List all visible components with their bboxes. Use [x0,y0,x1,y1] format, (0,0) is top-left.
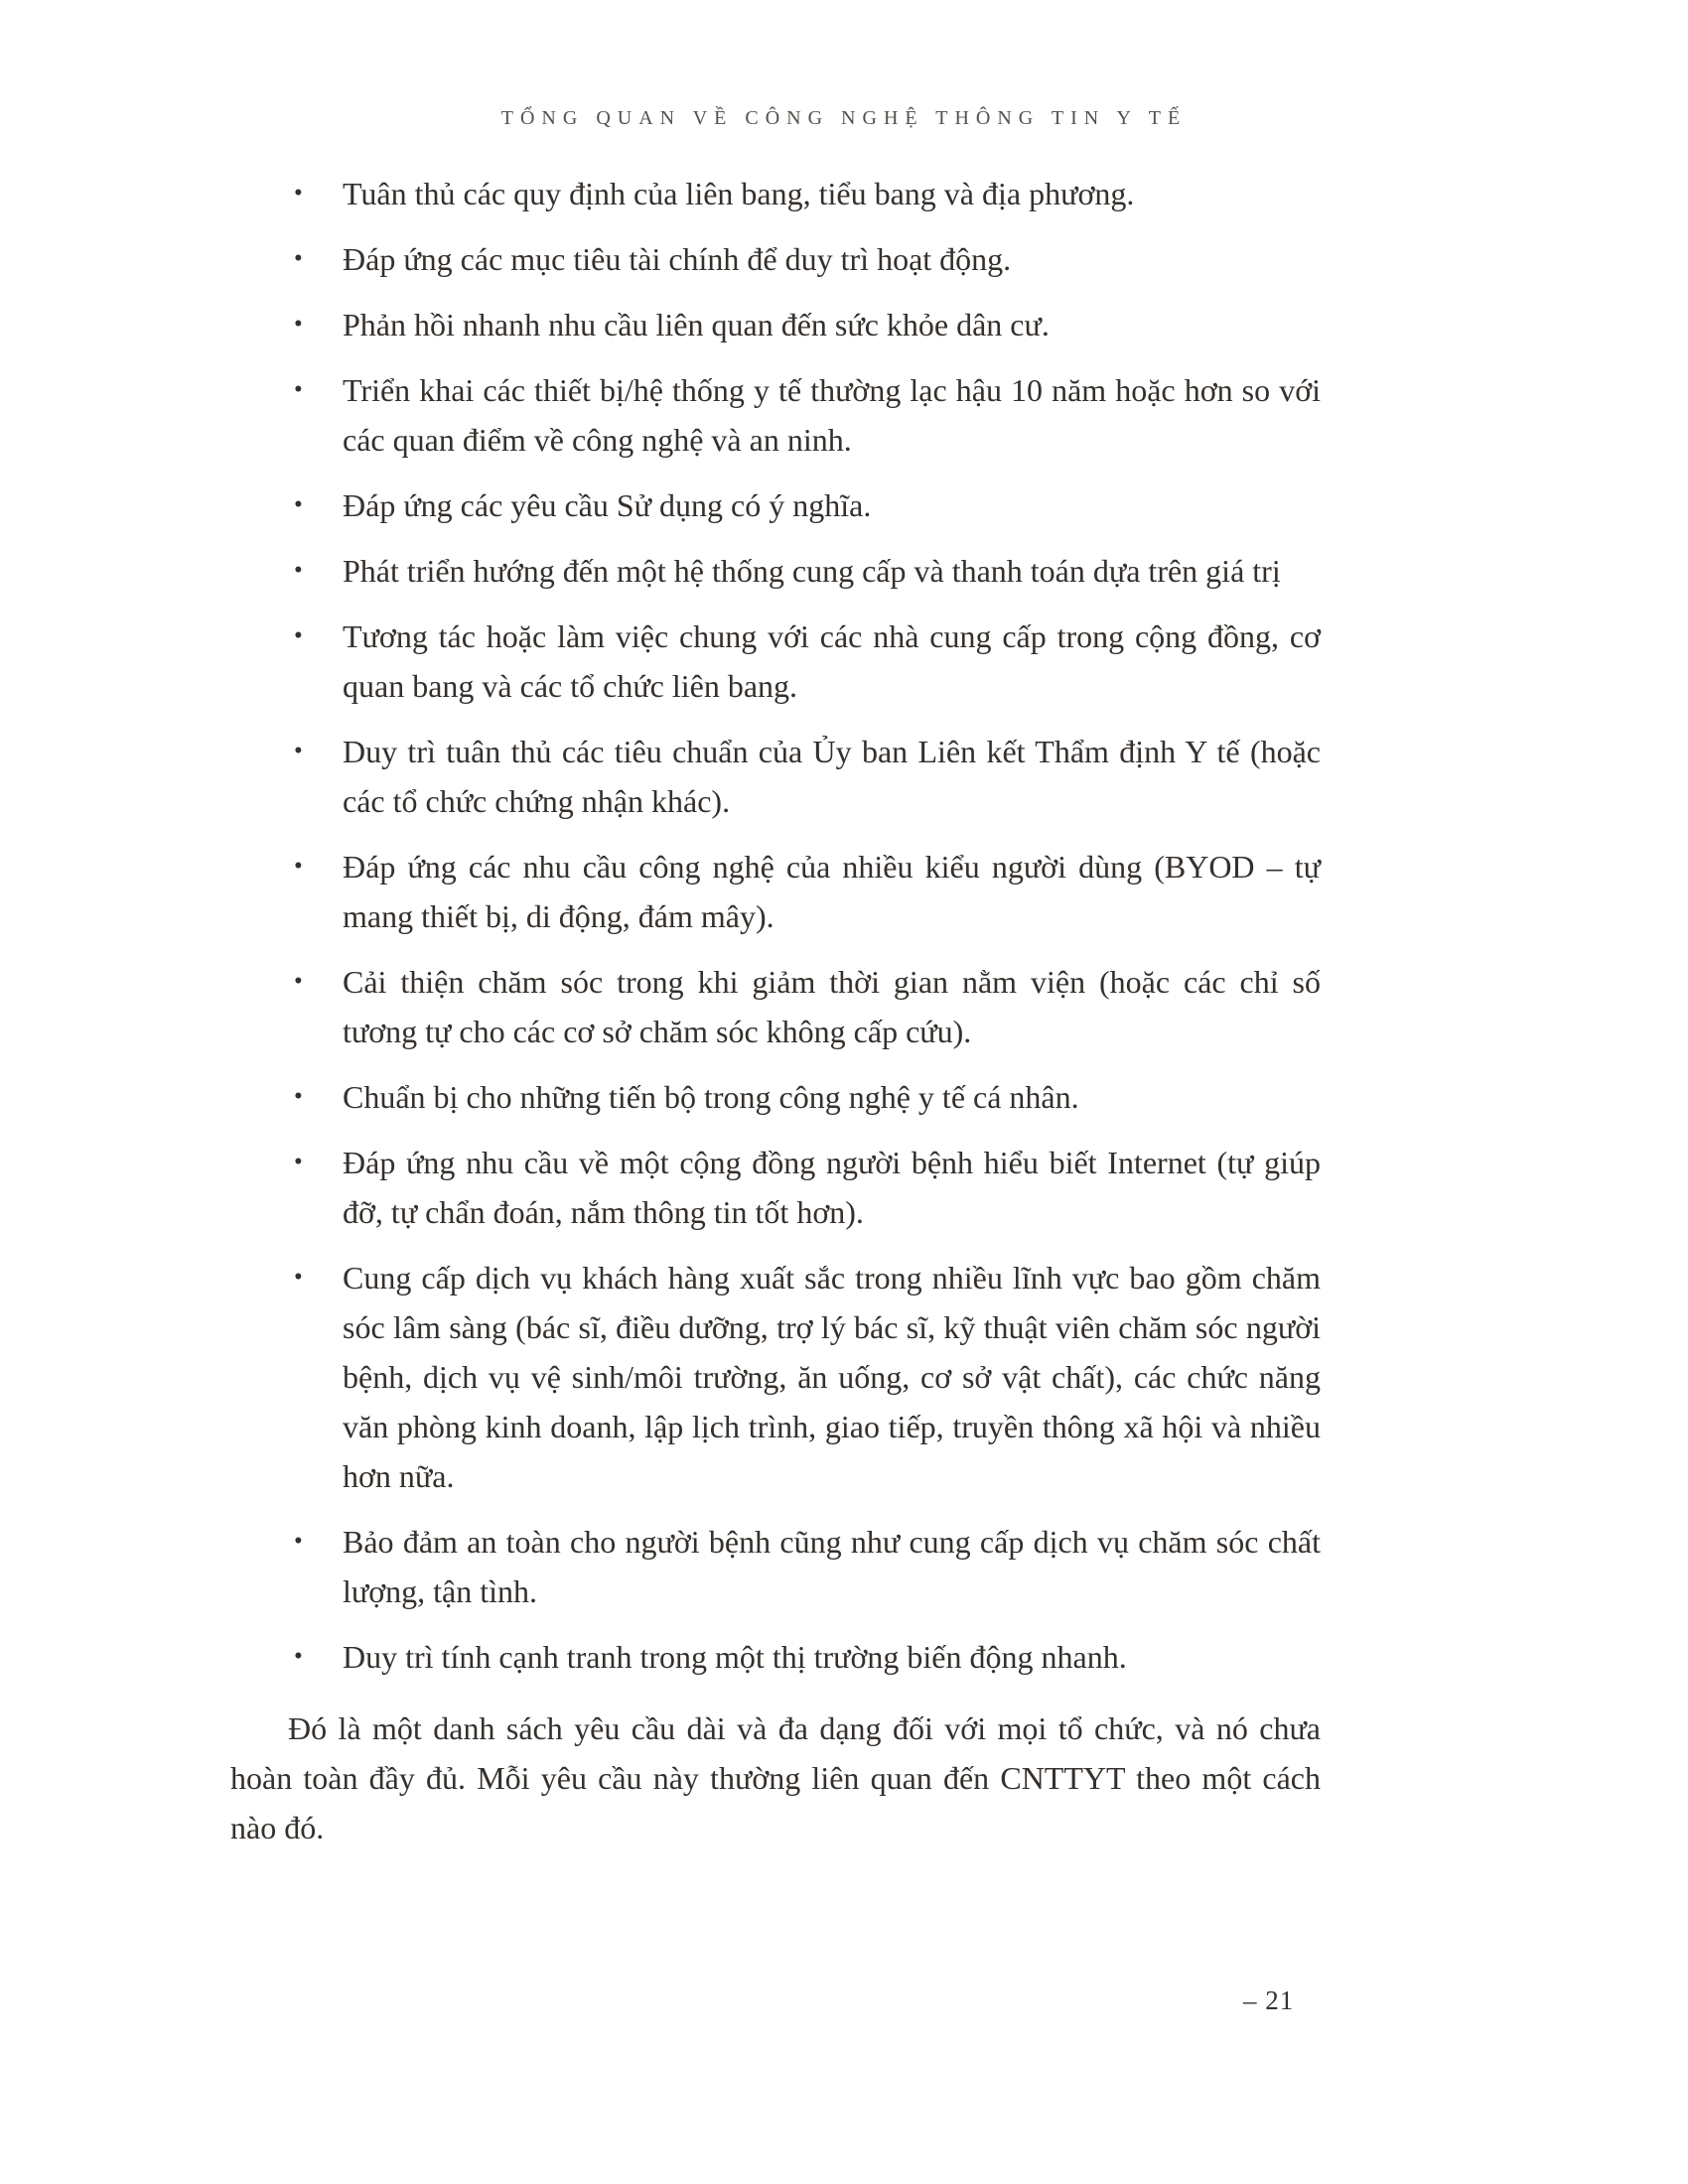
list-item [230,727,1321,826]
bullet-icon: • [294,311,303,338]
bullet-icon: • [294,1643,303,1670]
running-header: TỔNG QUAN VỀ CÔNG NGHỆ THÔNG TIN Y TẾ [500,107,1188,129]
list-item [230,300,1321,349]
list-item-text: Tương tác hoặc làm việc chung với các nhà cung cấp trong cộng đồng, cơ quan bang và các tổ chức liên bang. [343,618,1321,704]
list-item [230,957,1321,1056]
list-item [230,169,1321,218]
bullet-icon: • [294,968,303,995]
bullet-icon: • [294,1528,303,1555]
list-item [230,1072,1321,1122]
list-item-text: Triển khai các thiết bị/hệ thống y tế thường lạc hậu 10 năm hoặc hơn so với các quan điểm về công nghệ và an ninh. [343,372,1321,458]
list-item [230,842,1321,941]
list-item-text: Đáp ứng nhu cầu về một cộng đồng người bệnh hiểu biết Internet (tự giúp đỡ, tự chẩn đoán, nắm thông tin tốt hơn). [343,1145,1321,1230]
list-item [230,480,1321,530]
content-area [230,169,1321,1884]
list-item [230,1253,1321,1501]
list-item-text: Phát triển hướng đến một hệ thống cung cấp và thanh toán dựa trên giá trị [343,553,1281,589]
list-item [230,365,1321,465]
list-item [230,1517,1321,1616]
bullet-list [230,169,1321,1682]
bullet-icon: • [294,853,303,880]
bullet-icon: • [294,491,303,518]
list-item-text: Tuân thủ các quy định của liên bang, tiểu bang và địa phương. [343,176,1135,211]
bullet-icon: • [294,738,303,764]
list-item-text: Duy trì tính cạnh tranh trong một thị trường biến động nhanh. [343,1639,1127,1675]
bullet-icon: • [294,557,303,584]
bullet-icon: • [294,1083,303,1110]
list-item [230,546,1321,596]
list-item [230,234,1321,284]
closing-paragraph: Đó là một danh sách yêu cầu dài và đa dạng đối với mọi tổ chức, và nó chưa hoàn toàn đầy đủ. Mỗi yêu cầu này thường liên quan đến CNTTYT theo một cách nào đó. [230,1710,1321,1845]
page-number: – 21 [1243,1985,1295,2015]
list-item-text: Cung cấp dịch vụ khách hàng xuất sắc trong nhiều lĩnh vực bao gồm chăm sóc lâm sàng (bác sĩ, điều dưỡng, trợ lý bác sĩ, kỹ thuật viên chăm sóc người bệnh, dịch vụ vệ sinh/môi trường, ăn uống, cơ sở vật chất), các chức năng văn phòng kinh doanh, lập lịch trình, giao tiếp, truyền thông xã hội và nhiều hơn nữa. [343,1260,1321,1494]
bullet-icon: • [294,245,303,272]
bullet-icon: • [294,180,303,206]
list-item-text: Duy trì tuân thủ các tiêu chuẩn của Ủy ban Liên kết Thẩm định Y tế (hoặc các tổ chức chứng nhận khác). [343,734,1321,819]
list-item [230,612,1321,711]
bullet-icon: • [294,622,303,649]
list-item-text: Cải thiện chăm sóc trong khi giảm thời gian nằm viện (hoặc các chỉ số tương tự cho các cơ sở chăm sóc không cấp cứu). [343,964,1321,1049]
list-item [230,1632,1321,1682]
list-item-text: Đáp ứng các yêu cầu Sử dụng có ý nghĩa. [343,487,872,523]
bullet-icon: • [294,1264,303,1291]
list-item-text: Đáp ứng các mục tiêu tài chính để duy trì hoạt động. [343,241,1012,277]
bullet-icon: • [294,376,303,403]
list-item-text: Phản hồi nhanh nhu cầu liên quan đến sức khỏe dân cư. [343,307,1050,342]
list-item-text: Bảo đảm an toàn cho người bệnh cũng như cung cấp dịch vụ chăm sóc chất lượng, tận tình. [343,1524,1321,1609]
list-item [230,1138,1321,1237]
bullet-icon: • [294,1149,303,1175]
list-item-text: Chuẩn bị cho những tiến bộ trong công nghệ y tế cá nhân. [343,1079,1079,1115]
list-item-text: Đáp ứng các nhu cầu công nghệ của nhiều kiểu người dùng (BYOD – tự mang thiết bị, di động, đám mây). [343,849,1321,934]
